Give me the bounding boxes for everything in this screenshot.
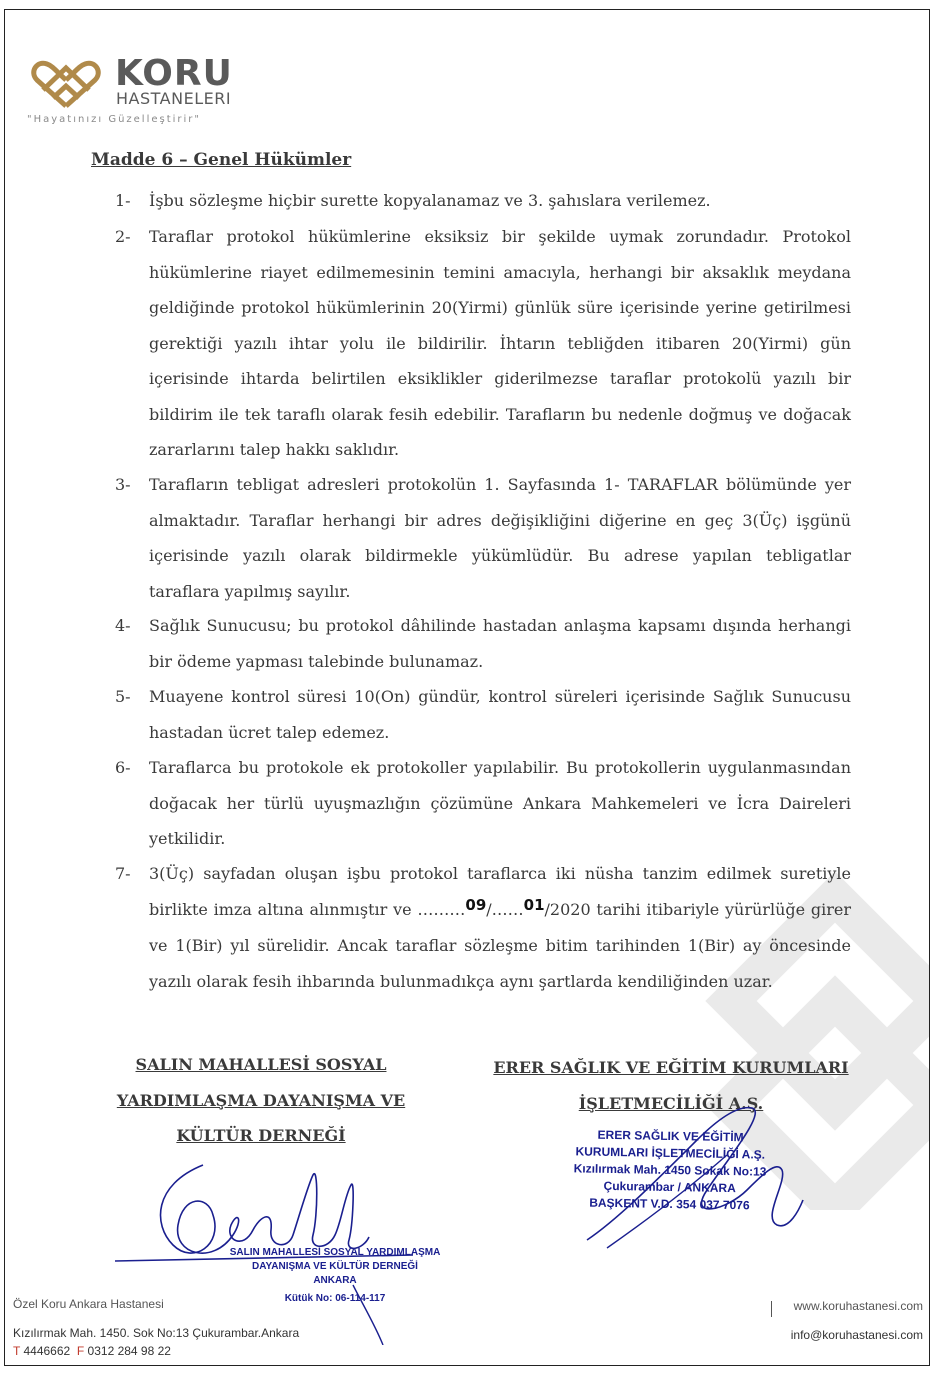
footer-address: Kızılırmak Mah. 1450. Sok No:13 Çukurambar.Ankara [13,1326,300,1340]
clause-7-text-after: /2020 tarihi itibariyle yürürlüğe girer ve 1(Bir) yıl sürelidir. Ancak taraflar sözleşme bitim tarihinden 1(Bir) ay öncesinde yazılı olarak fesih ihbarında bulunmadıkça aynı şartlarda kendiliğinden uzar. [149,899,851,991]
clause-7 [115,856,851,999]
date-day-handwritten: 09 [465,895,487,914]
clause-6 [115,750,851,857]
clause-number: 3- [115,475,131,494]
phone-label: T [13,1344,21,1358]
clause-number: 6- [115,758,131,777]
footer-email: info@koruhastanesi.com [790,1328,923,1342]
association-stamp [215,1246,455,1306]
clause-4 [115,608,851,679]
stamp-line: KURUMLARI İŞLETMECİLİĞİ A.Ş. [575,1144,766,1162]
clause-7-text-before: 3(Üç) sayfadan oluşan işbu protokol taraflarca iki nüsha tanzim edilmek suretiyle birlikte imza altına alınmıştır ve [149,864,851,919]
koru-emblem-icon [23,54,109,114]
footer-website: www.koruhastanesi.com [793,1299,923,1313]
company-stamp [564,1126,775,1215]
date-dots-month: …… [491,899,524,919]
fax-label: F [76,1344,85,1358]
clause-text: Sağlık Sunucusu; bu protokol dâhilinde hastadan anlaşma kapsamı dışında herhangi bir ödeme yapması talebinde bulunamaz. [149,616,851,671]
clause-number: 4- [115,616,131,635]
clause-number: 7- [115,864,131,883]
logo-subtitle: HASTANELERI [116,89,232,108]
date-dots-day: ……… [417,899,466,919]
footer-divider [771,1301,772,1317]
clause-number: 2- [115,227,131,246]
party-right-line: İŞLETMECİLİĞİ A.Ş. [578,1093,764,1113]
stamp-line: Çukurambar / ANKARA [603,1178,736,1196]
clause-text: Taraflar protokol hükümlerine eksiksiz bir şekilde uymak zorundadır. Protokol hükümlerine riayet edilmemesinin temini amacıyla, herhangi bir aksaklık meydana geldiğinde protokol hükümlerinin 20(Yirmi) günlük süre içerisinde yerine getirilmesi gerektiği yazılı ihtar yolu ile bildirilir. İhtarın tebliğden itibaren 20(Yirmi) gün içerisinde ihtarda belirtilen eksiklikler giderilmezse taraflar protokolü yazılı bir bildirim ile tek taraflı olarak fesih edebilir. Tarafların bu nedenle doğmuş ve doğacak zararlarını talep hakkı saklıdır. [149,227,851,459]
clause-3 [115,467,851,609]
clause-5 [115,679,851,750]
clause-number: 1- [115,191,131,210]
clause-text: Muayene kontrol süresi 10(On) gündür, kontrol süreleri içerisinde Sağlık Sunucusu hastadan ücret talep edemez. [149,687,851,742]
party-left-name [101,1047,421,1154]
clause-2 [115,219,851,468]
logo-wordmark: KORU [115,53,233,94]
footer-phone-fax [13,1344,171,1358]
stamp-line: Kütük No: 06-114-117 [284,1293,386,1304]
stamp-line: DAYANIŞMA VE KÜLTÜR DERNEĞİ [252,1261,418,1272]
party-left-line: SALIN MAHALLESİ SOSYAL [135,1055,387,1074]
clause-text: İşbu sözleşme hiçbir surette kopyalanamaz ve 3. şahıslara verilemez. [149,191,711,210]
section-heading: Madde 6 – Genel Hükümler [91,150,352,170]
date-month-handwritten: 01 [523,895,545,914]
logo-tagline: "Hayatınızı Güzelleştirir" [27,114,202,125]
date-separator: / [486,899,492,919]
stamp-line: BAŞKENT V.D. 354 037 7076 [589,1195,750,1213]
phone-number: 4446662 [23,1344,71,1358]
clause-text: Tarafların tebligat adresleri protokolün 1. Sayfasında 1- TARAFLAR bölümünde yer almaktadır. Taraflar herhangi bir adres değişikliğini diğerine en geç 3(Üç) işgünü içerisinde yazılı olarak bildirmekle yükümlüdür. Bu adrese yapılan tebligatlar taraflara yapılmış sayılır. [149,475,851,601]
koru-logo [23,53,233,125]
stamp-line: ERER SAĞLIK VE EĞİTİM [597,1127,744,1145]
party-left-line: KÜLTÜR DERNEĞİ [176,1126,346,1145]
clause-number: 5- [115,687,131,706]
clause-text: Taraflarca bu protokole ek protokoller yapılabilir. Bu protokollerin uygulanmasından doğacak her türlü uyuşmazlığın çözümüne Ankara Mahkemeleri ve İcra Daireleri yetkilidir. [149,758,851,848]
stamp-line: Kızılırmak Mah. 1450 Sokak No:13 [573,1161,767,1179]
document-page [4,9,930,1366]
clause-text [149,856,851,999]
party-right-line: ERER SAĞLIK VE EĞİTİM KURUMLARI [493,1058,849,1077]
party-left-line: YARDIMLAŞMA DAYANIŞMA VE [116,1090,406,1110]
fax-number: 0312 284 98 22 [87,1344,171,1358]
stamp-line: SALIN MAHALLESİ SOSYAL YARDIMLAŞMA [229,1247,441,1258]
footer-hospital-name: Özel Koru Ankara Hastanesi [13,1297,164,1311]
clause-1 [115,183,851,219]
stamp-line: ANKARA [313,1275,357,1286]
